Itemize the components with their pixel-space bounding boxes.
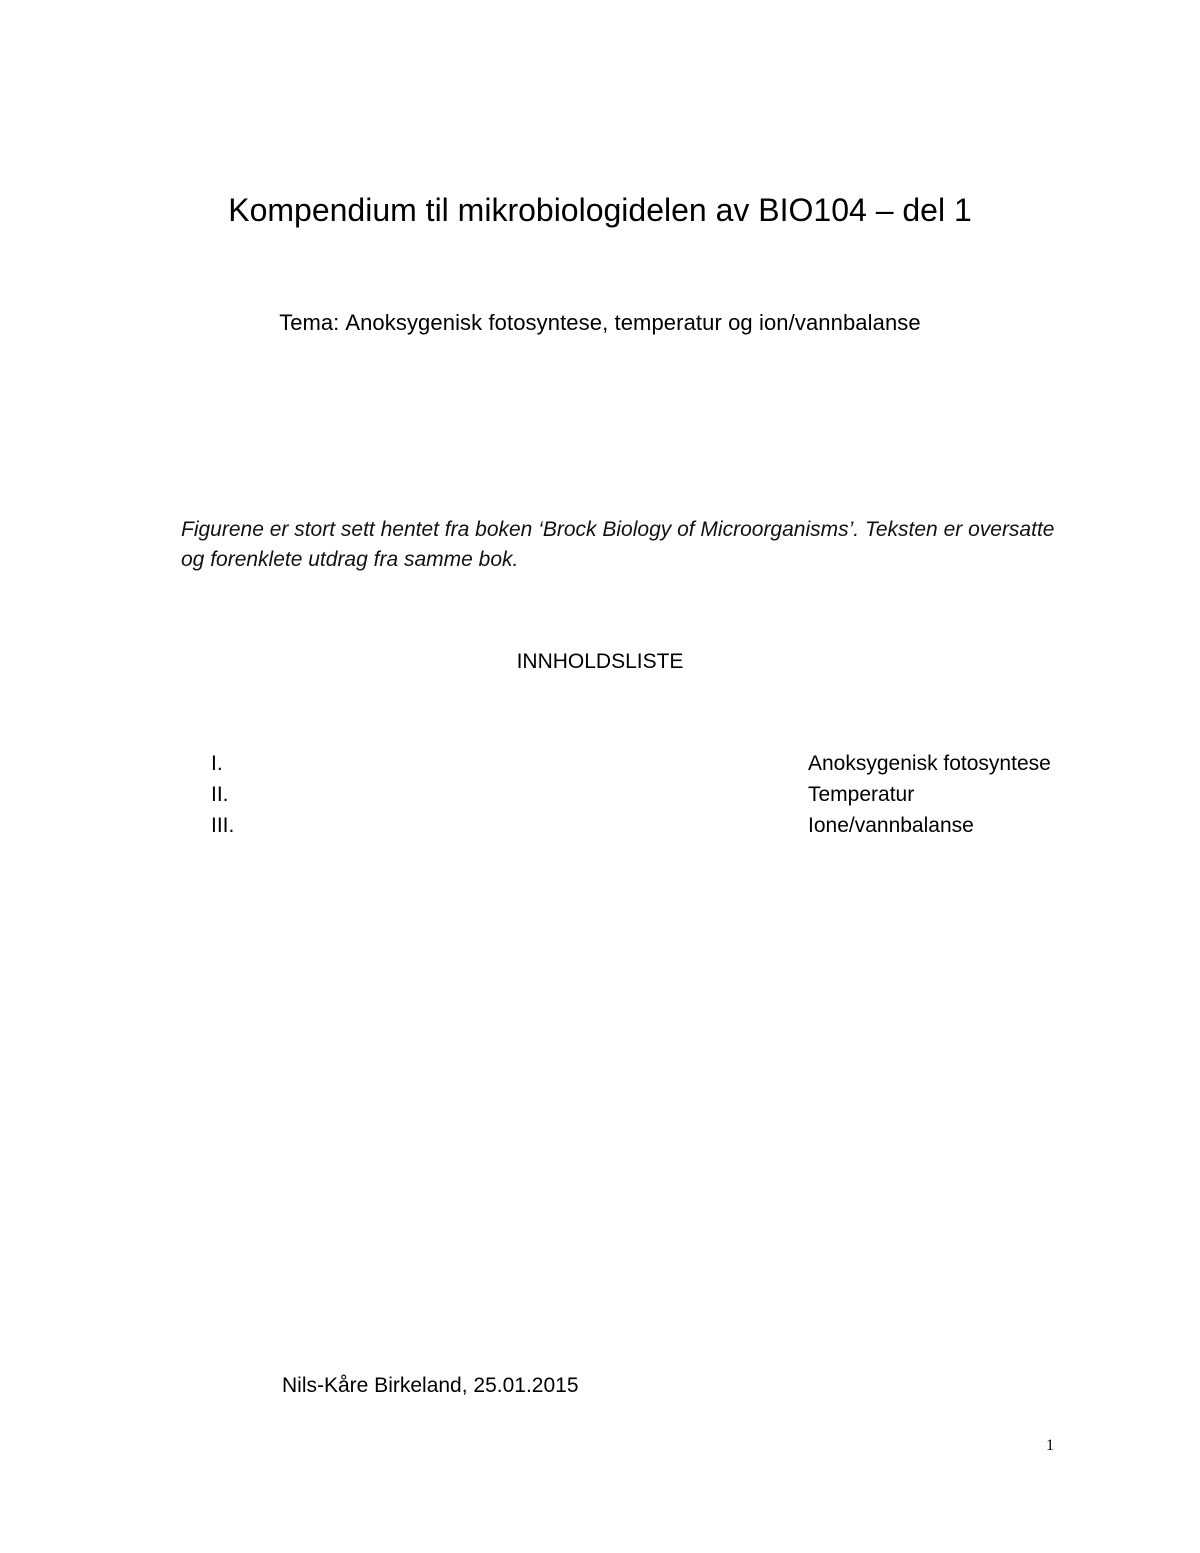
toc-item-number: I. bbox=[211, 752, 223, 775]
subtitle-topic: Anoksygenisk fotosyntese, temperatur og ion/vannbalanse bbox=[345, 310, 921, 335]
source-note: Figurene er stort sett hentet fra boken ‘Brock Biology of Microorganisms’. Teksten er oversatte og forenklete utdrag fra samme bok. bbox=[181, 518, 1055, 571]
toc-list bbox=[211, 748, 1111, 841]
author-date: Nils-Kåre Birkeland, 25.01.2015 bbox=[282, 1374, 579, 1397]
document-title: Kompendium til mikrobiologidelen av BIO104 – del 1 bbox=[228, 192, 972, 228]
toc-item bbox=[211, 810, 1111, 841]
page-number: 1 bbox=[1046, 1437, 1054, 1454]
subtitle-label: Tema: bbox=[279, 310, 340, 335]
toc-item bbox=[211, 748, 1111, 779]
toc-item-number: II. bbox=[211, 783, 229, 806]
document-subtitle bbox=[0, 308, 1200, 338]
toc-item-number: III. bbox=[211, 814, 235, 837]
toc-heading: INNHOLDSLISTE bbox=[516, 650, 684, 673]
toc-item-text: Ione/vannbalanse bbox=[808, 814, 974, 837]
toc-item-text: Temperatur bbox=[808, 783, 915, 806]
toc-item-text: Anoksygenisk fotosyntese bbox=[808, 752, 1051, 775]
toc-item bbox=[211, 779, 1111, 810]
